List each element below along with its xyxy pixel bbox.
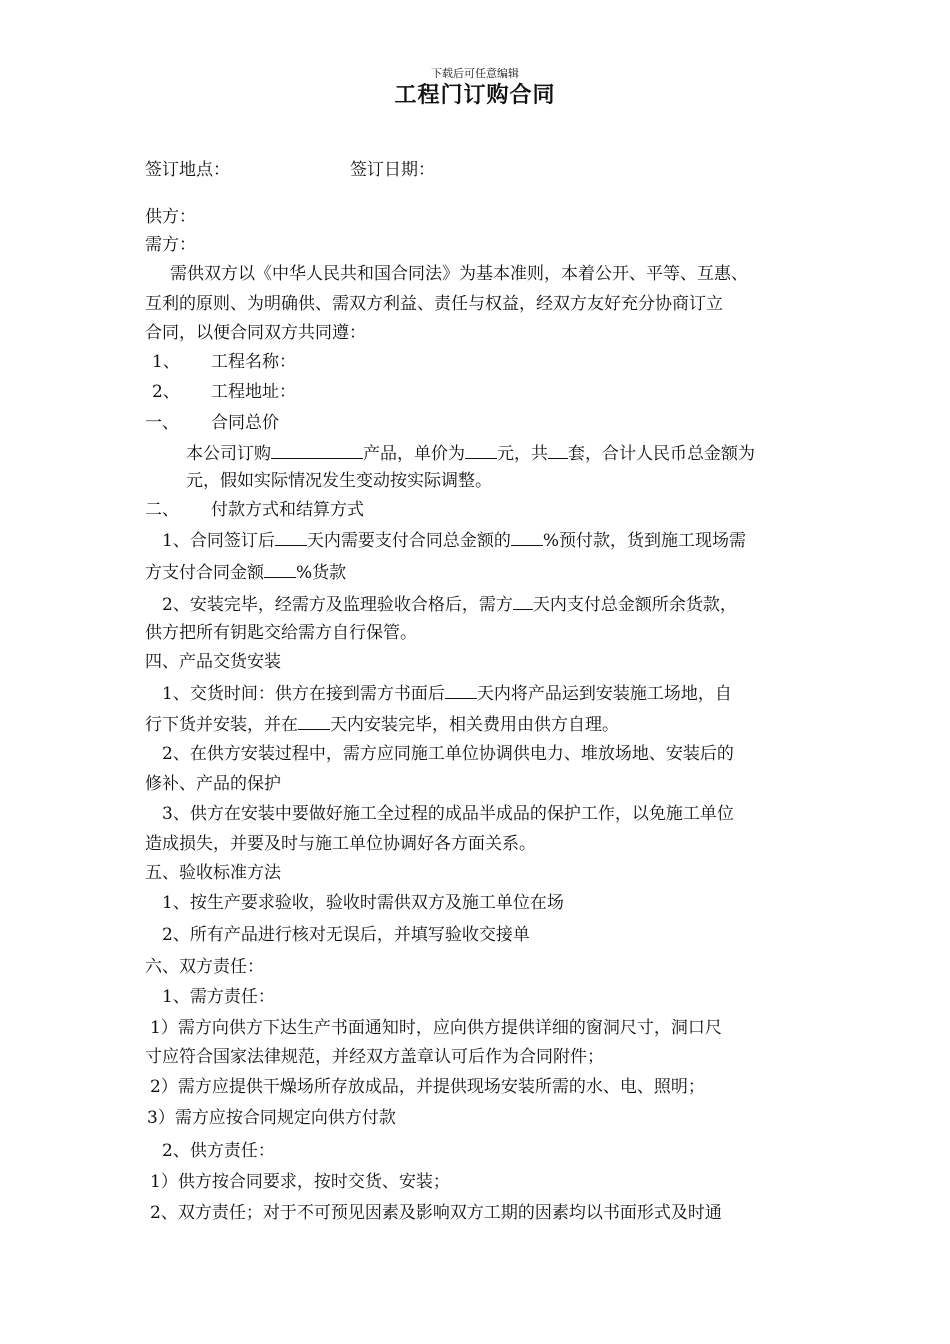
item-1-number: 1、: [152, 352, 180, 372]
blank-percent-prepay: [511, 527, 543, 546]
sign-place: 签订地点：: [145, 160, 230, 180]
item-1-label: 工程名称：: [211, 352, 296, 372]
payment-line-2: 方支付合同金额 %货款: [145, 559, 346, 585]
delivery-line-2: 行下货并安装，并在 天内安装完毕，相关费用由供方自理。: [145, 711, 619, 737]
blank-unit-price: [465, 440, 497, 459]
header-note: 下载后可任意编辑: [431, 67, 519, 80]
section-5-title: 五、验收标准方法: [145, 863, 281, 883]
payment-line-3: 2、安装完毕，经需方及监理验收合格后，需方 天内支付总金额所余货款，: [162, 591, 737, 617]
payment-line-1: 1、合同签订后 天内需要支付合同总金额的 %预付款，货到施工现场需: [162, 527, 746, 553]
price-line-1: 本公司订购 产品，单价为 元，共 套，合计人民币总金额为: [186, 440, 755, 466]
acceptance-line-2: 2、所有产品进行核对无误后，并填写验收交接单: [162, 925, 530, 945]
buyer-duty-1b: 寸应符合国家法律规范，并经双方盖章认可后作为合同附件；: [145, 1047, 604, 1067]
blank-percent-goods: [264, 559, 296, 578]
section-6-title: 六、双方责任：: [145, 957, 264, 977]
delivery-line-4: 修补、产品的保护: [145, 774, 281, 794]
payment-line-4: 供方把所有钥匙交给需方自行保管。: [145, 623, 417, 643]
blank-days-1: [275, 527, 307, 546]
buyer-duty-heading: 1、需方责任：: [162, 987, 275, 1007]
supplier-duty-1: 1）供方按合同要求，按时交货、安装；: [150, 1172, 450, 1192]
item-2-number: 2、: [152, 382, 180, 402]
blank-product: [271, 440, 363, 459]
intro-line-2: 互利的原则、为明确供、需双方利益、责任与权益，经双方友好充分协商订立: [145, 294, 723, 314]
blank-days-3: [445, 680, 477, 699]
page-title: 工程门订购合同: [394, 82, 556, 108]
buyer-duty-3: 3）需方应按合同规定向供方付款: [147, 1108, 396, 1128]
supplier-line: 供方：: [145, 207, 196, 227]
supplier-duty-heading: 2、供方责任：: [162, 1141, 275, 1161]
buyer-duty-2: 2）需方应提供干燥场所存放成品，并提供现场安装所需的水、电、照明；: [150, 1077, 705, 1097]
delivery-line-5: 3、供方在安装中要做好施工全过程的成品半成品的保护工作，以免施工单位: [162, 804, 734, 824]
price-line-2: 元，假如实际情况发生变动按实际调整。: [186, 471, 492, 491]
sign-date: 签订日期：: [350, 160, 435, 180]
item-2-label: 工程地址：: [211, 382, 296, 402]
section-4-title: 四、产品交货安装: [145, 652, 281, 672]
blank-days-4: [298, 711, 330, 730]
delivery-line-1: 1、交货时间：供方在接到需方书面后 天内将产品运到安装施工场地，自: [162, 680, 732, 706]
acceptance-line-1: 1、按生产要求验收，验收时需供双方及施工单位在场: [162, 893, 564, 913]
buyer-duty-1a: 1）需方向供方下达生产书面通知时，应向供方提供详细的窗洞尺寸，洞口尺: [150, 1018, 722, 1038]
section-2-title: 付款方式和结算方式: [211, 500, 364, 520]
intro-line-1: 需供双方以《中华人民共和国合同法》为基本准则，本着公开、平等、互惠、: [170, 264, 748, 284]
delivery-line-3: 2、在供方安装过程中，需方应同施工单位协调供电力、堆放场地、安装后的: [162, 744, 734, 764]
section-2-number: 二、: [145, 500, 179, 520]
section-1-number: 一、: [145, 413, 179, 433]
blank-days-2: [513, 591, 533, 610]
buyer-line: 需方：: [145, 235, 196, 255]
delivery-line-6: 造成损失，并要及时与施工单位协调好各方面关系。: [145, 834, 536, 854]
intro-line-3: 合同，以便合同双方共同遵：: [145, 323, 366, 343]
blank-sets: [548, 440, 568, 459]
mutual-duty-line: 2、双方责任；对于不可预见因素及影响双方工期的因素均以书面形式及时通: [150, 1203, 722, 1223]
section-1-title: 合同总价: [211, 413, 279, 433]
